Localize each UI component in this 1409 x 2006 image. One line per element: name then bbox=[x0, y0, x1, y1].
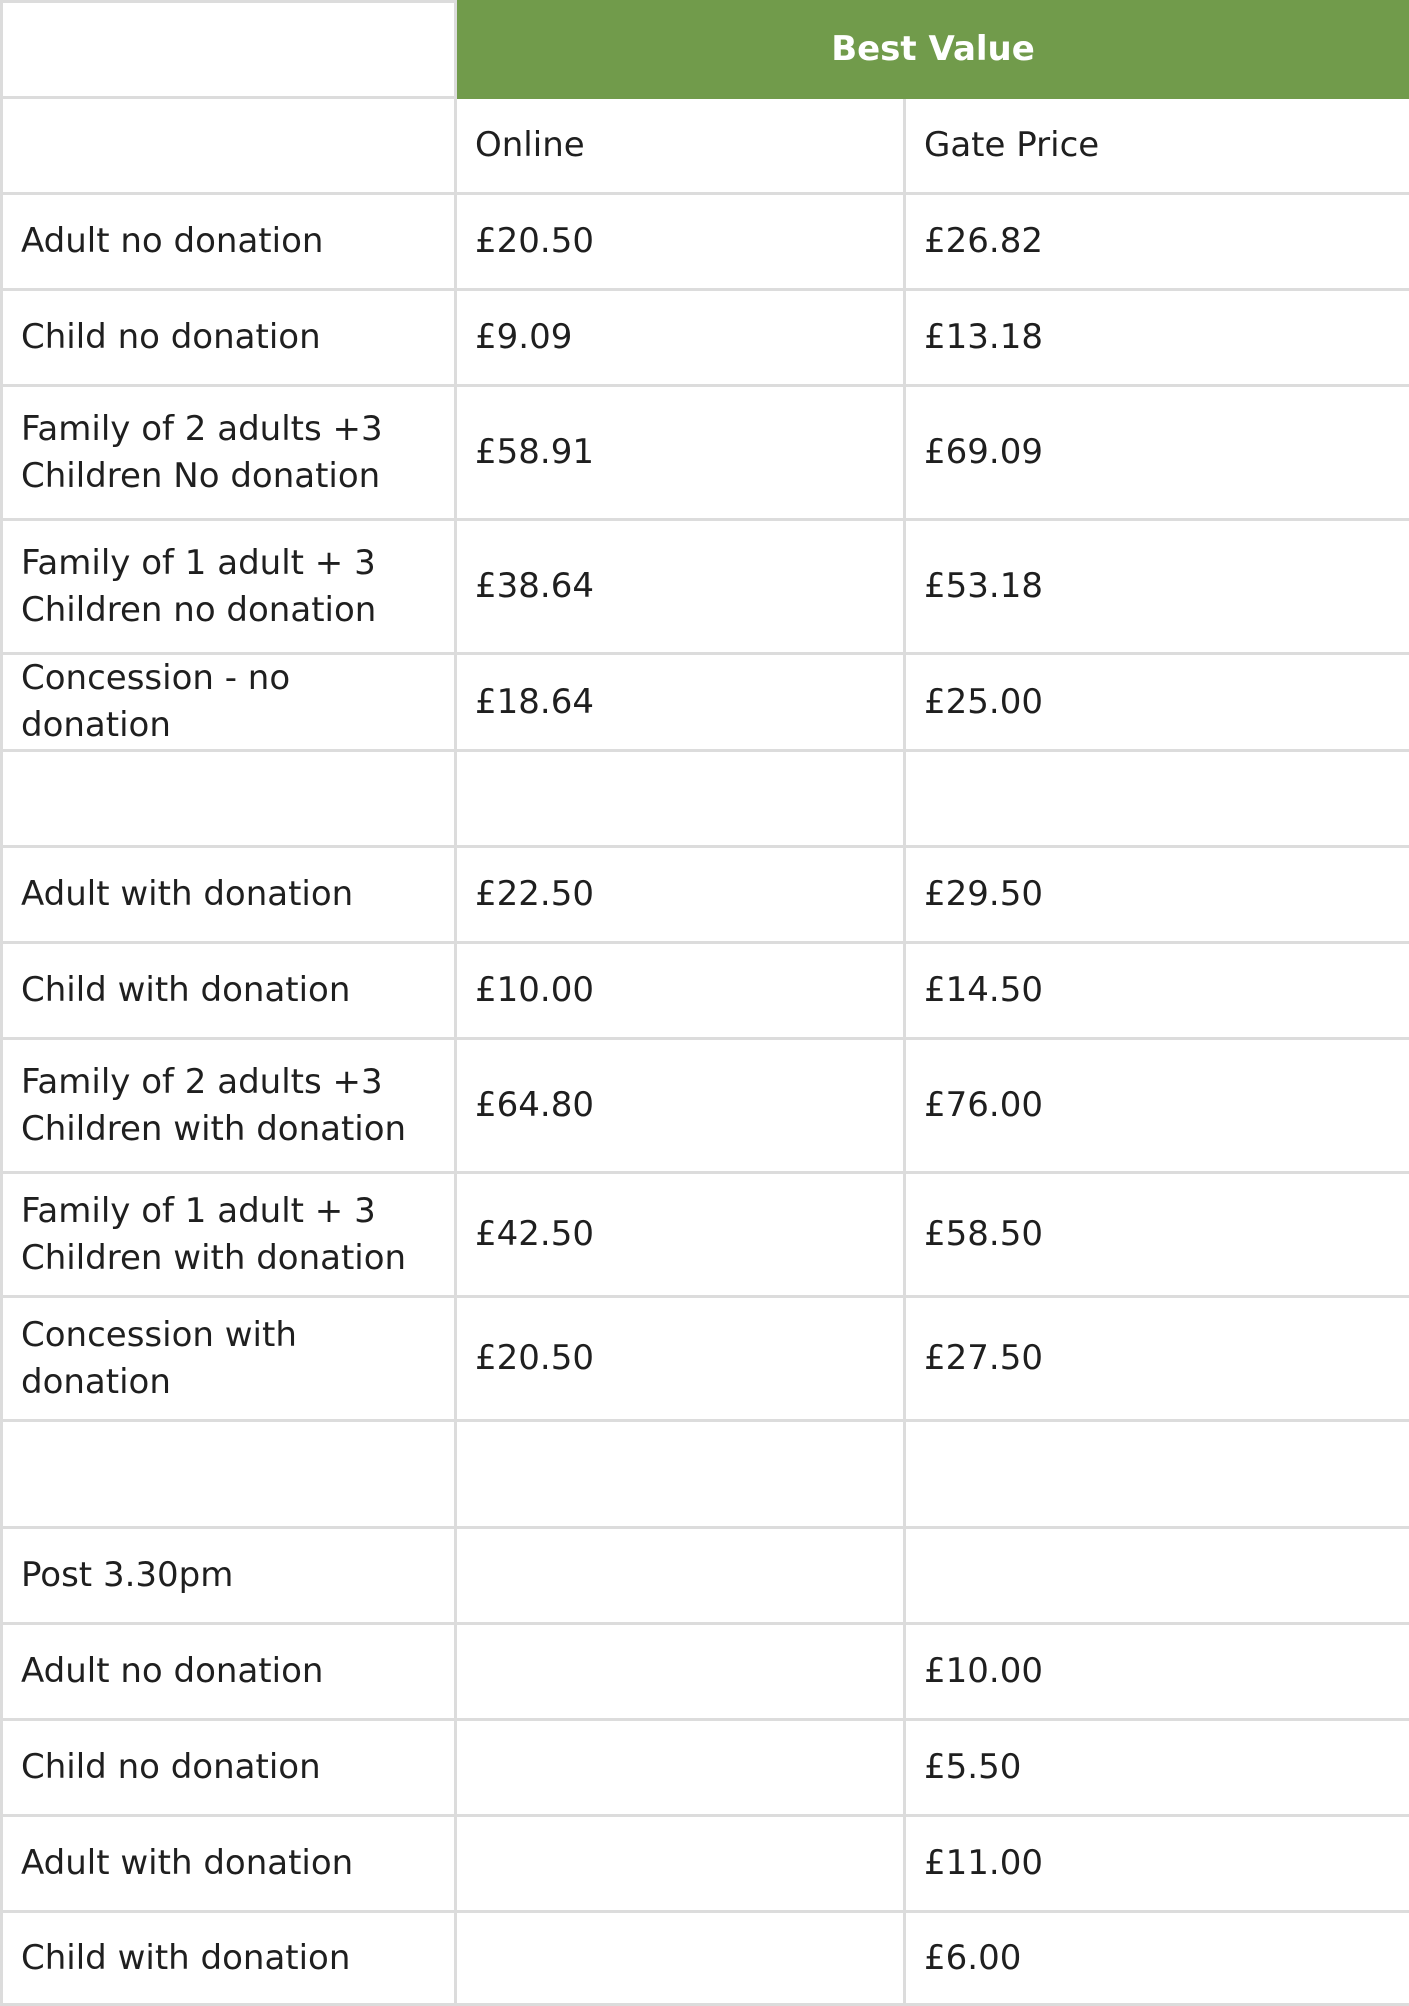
online-price bbox=[456, 1816, 905, 1912]
online-price bbox=[456, 1528, 905, 1624]
table-row bbox=[2, 520, 1409, 654]
gate-price: £14.50 bbox=[905, 943, 1409, 1039]
column-header-online: Online bbox=[456, 98, 905, 194]
corner-cell bbox=[2, 2, 456, 98]
online-price: £20.50 bbox=[456, 1297, 905, 1421]
online-price bbox=[456, 1421, 905, 1528]
row-label bbox=[2, 1421, 456, 1528]
online-price bbox=[456, 751, 905, 847]
online-price bbox=[456, 1912, 905, 2005]
online-price bbox=[456, 1720, 905, 1816]
table-row bbox=[2, 943, 1409, 1039]
online-price: £18.64 bbox=[456, 654, 905, 751]
gate-price: £6.00 bbox=[905, 1912, 1409, 2005]
spacer-row bbox=[2, 751, 1409, 847]
gate-price: £13.18 bbox=[905, 290, 1409, 386]
gate-price: £76.00 bbox=[905, 1039, 1409, 1173]
gate-price: £58.50 bbox=[905, 1173, 1409, 1297]
table-row bbox=[2, 1173, 1409, 1297]
row-label: Concession with donation bbox=[2, 1297, 456, 1421]
gate-price bbox=[905, 751, 1409, 847]
row-label bbox=[2, 751, 456, 847]
column-header-gate-price: Gate Price bbox=[905, 98, 1409, 194]
online-price bbox=[456, 1624, 905, 1720]
gate-price bbox=[905, 1421, 1409, 1528]
online-price: £22.50 bbox=[456, 847, 905, 943]
gate-price bbox=[905, 1528, 1409, 1624]
table-row bbox=[2, 194, 1409, 290]
online-price: £58.91 bbox=[456, 386, 905, 520]
header-row-best-value bbox=[2, 2, 1409, 98]
row-label: Adult with donation bbox=[2, 1816, 456, 1912]
table-row bbox=[2, 1039, 1409, 1173]
online-price: £10.00 bbox=[456, 943, 905, 1039]
gate-price: £53.18 bbox=[905, 520, 1409, 654]
row-label: Concession - no donation bbox=[2, 654, 456, 751]
online-price: £64.80 bbox=[456, 1039, 905, 1173]
section-row-post-330pm bbox=[2, 1528, 1409, 1624]
gate-price: £27.50 bbox=[905, 1297, 1409, 1421]
column-header-blank bbox=[2, 98, 456, 194]
table-row bbox=[2, 290, 1409, 386]
online-price: £38.64 bbox=[456, 520, 905, 654]
table-row bbox=[2, 1624, 1409, 1720]
online-price: £42.50 bbox=[456, 1173, 905, 1297]
online-price: £20.50 bbox=[456, 194, 905, 290]
spacer-row bbox=[2, 1421, 1409, 1528]
table-row bbox=[2, 1912, 1409, 2005]
table-row bbox=[2, 1816, 1409, 1912]
gate-price: £25.00 bbox=[905, 654, 1409, 751]
row-label: Adult with donation bbox=[2, 847, 456, 943]
row-label: Child no donation bbox=[2, 290, 456, 386]
gate-price: £69.09 bbox=[905, 386, 1409, 520]
row-label: Family of 1 adult + 3 Children no donation bbox=[2, 520, 456, 654]
gate-price: £26.82 bbox=[905, 194, 1409, 290]
header-row-columns bbox=[2, 98, 1409, 194]
table-row bbox=[2, 386, 1409, 520]
section-label: Post 3.30pm bbox=[2, 1528, 456, 1624]
row-label: Adult no donation bbox=[2, 194, 456, 290]
gate-price: £11.00 bbox=[905, 1816, 1409, 1912]
row-label: Child no donation bbox=[2, 1720, 456, 1816]
row-label: Family of 2 adults +3 Children No donation bbox=[2, 386, 456, 520]
row-label: Child with donation bbox=[2, 943, 456, 1039]
row-label: Family of 2 adults +3 Children with donation bbox=[2, 1039, 456, 1173]
row-label: Adult no donation bbox=[2, 1624, 456, 1720]
table-row bbox=[2, 1297, 1409, 1421]
gate-price: £5.50 bbox=[905, 1720, 1409, 1816]
best-value-header: Best Value bbox=[456, 2, 1409, 98]
table-row bbox=[2, 654, 1409, 751]
gate-price: £10.00 bbox=[905, 1624, 1409, 1720]
gate-price: £29.50 bbox=[905, 847, 1409, 943]
table-row bbox=[2, 1720, 1409, 1816]
table-row bbox=[2, 847, 1409, 943]
online-price: £9.09 bbox=[456, 290, 905, 386]
row-label: Child with donation bbox=[2, 1912, 456, 2005]
row-label: Family of 1 adult + 3 Children with donation bbox=[2, 1173, 456, 1297]
